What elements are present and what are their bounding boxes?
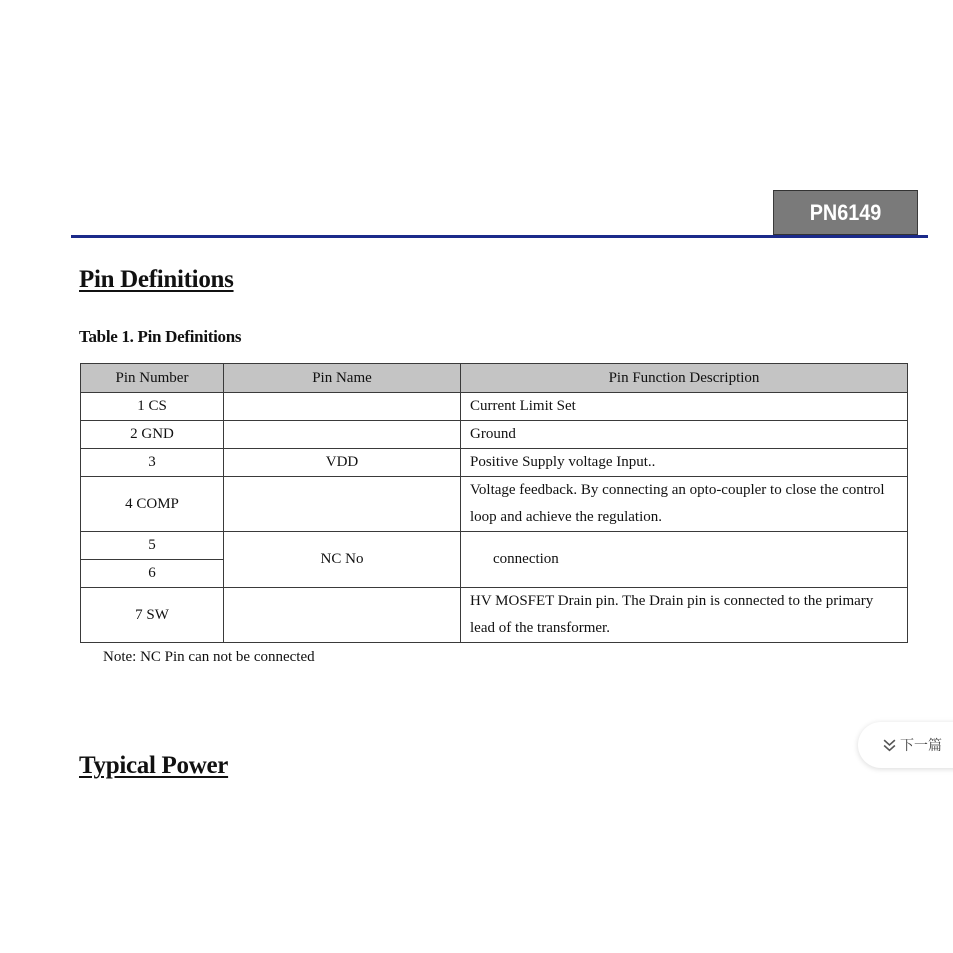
table-note: Note: NC Pin can not be connected <box>103 649 315 665</box>
column-header-pin-number: Pin Number <box>81 364 224 393</box>
pin-name-cell: NC No <box>224 532 461 588</box>
pin-number-cell: 5 <box>81 532 224 560</box>
pin-name-cell <box>224 393 461 421</box>
table-row <box>81 393 908 421</box>
header-divider <box>71 235 928 238</box>
pin-description-cell: connection <box>461 532 908 588</box>
pin-description-cell: Ground <box>461 421 908 449</box>
table-row <box>81 532 908 560</box>
pin-number-cell: 3 <box>81 449 224 477</box>
table-caption: Table 1. Pin Definitions <box>79 327 242 346</box>
pin-description-cell: Voltage feedback. By connecting an opto-coupler to close the control loop and achieve the regulation. <box>461 477 908 532</box>
pin-name-cell <box>224 477 461 532</box>
pin-number-cell: 4 COMP <box>81 477 224 532</box>
section-title-pin-definitions: Pin Definitions <box>79 266 234 293</box>
table-header-row <box>81 364 908 393</box>
table-row <box>81 477 908 532</box>
pin-number-cell: 7 SW <box>81 588 224 643</box>
pin-number-cell: 2 GND <box>81 421 224 449</box>
pin-description-cell: Positive Supply voltage Input.. <box>461 449 908 477</box>
column-header-pin-function: Pin Function Description <box>461 364 908 393</box>
section-title-typical-power: Typical Power <box>79 752 229 779</box>
pin-definitions-table <box>80 363 908 643</box>
table-row <box>81 449 908 477</box>
part-number-badge <box>773 190 918 235</box>
pin-name-cell: VDD <box>224 449 461 477</box>
pin-number-cell: 6 <box>81 560 224 588</box>
table-row <box>81 421 908 449</box>
next-article-label: 下一篇 <box>900 738 942 754</box>
part-number-text: PN6149 <box>809 199 882 225</box>
next-article-button[interactable] <box>858 722 953 768</box>
table-row <box>81 588 908 643</box>
pin-name-cell <box>224 421 461 449</box>
double-chevron-down-icon <box>882 738 897 753</box>
column-header-pin-name: Pin Name <box>224 364 461 393</box>
pin-description-cell: Current Limit Set <box>461 393 908 421</box>
pin-description-cell: HV MOSFET Drain pin. The Drain pin is connected to the primary lead of the transformer. <box>461 588 908 643</box>
pin-name-cell <box>224 588 461 643</box>
pin-number-cell: 1 CS <box>81 393 224 421</box>
